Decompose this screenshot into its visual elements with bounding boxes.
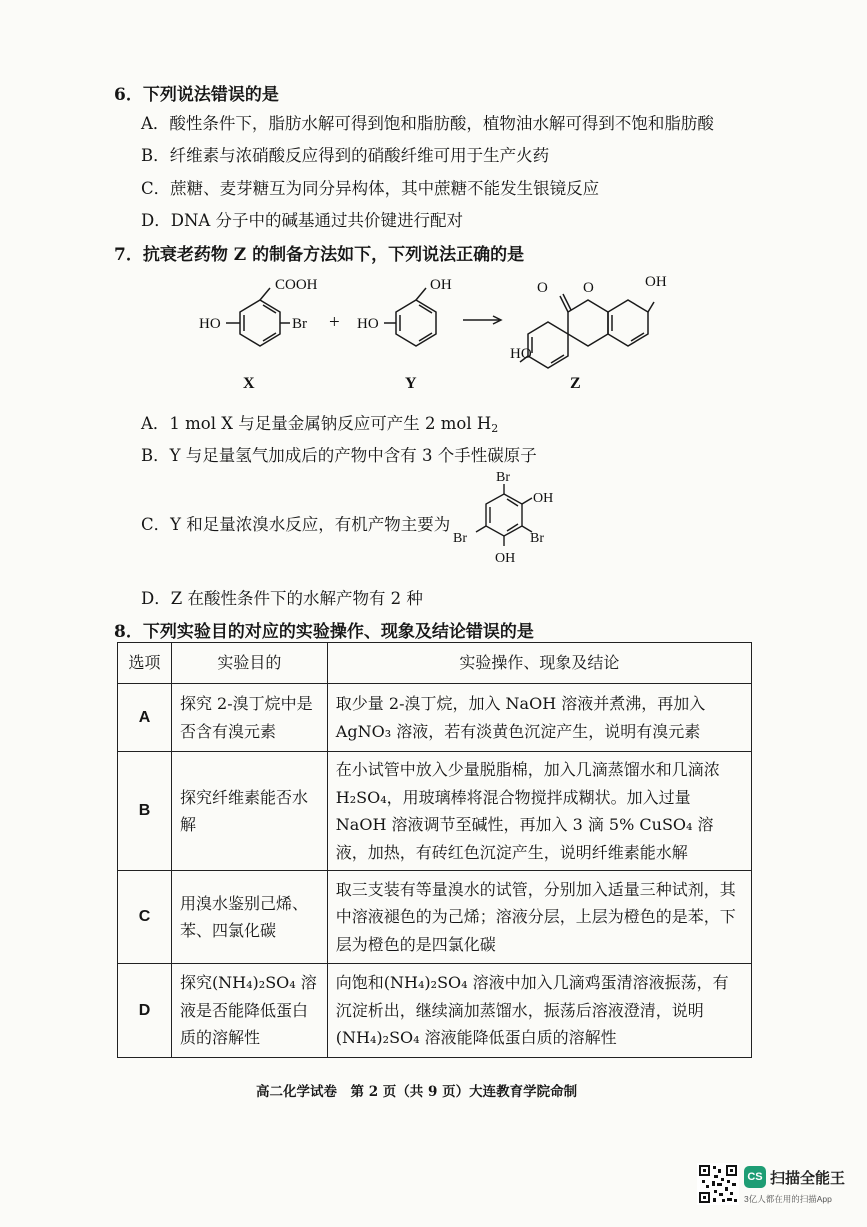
z-ring-o-label: O: [583, 280, 594, 296]
x-benzene-ring: [240, 300, 280, 346]
header-procedure: 实验操作、现象及结论: [327, 643, 751, 684]
header-purpose: 实验目的: [171, 643, 327, 684]
compound-z-label: Z: [570, 375, 581, 392]
z-right-ring: [608, 300, 648, 346]
row-option: C: [118, 871, 172, 964]
table-row: [118, 684, 752, 752]
row-purpose: 探究(NH₄)₂SO₄ 溶液是否能降低蛋白质的溶解性: [171, 964, 327, 1058]
compound-x-label: X: [243, 375, 255, 392]
page-footer: 高二化学试卷 第 2 页（共 9 页）大连教育学院命制: [256, 1084, 578, 1100]
struct-oh-bottom: OH: [495, 551, 516, 566]
x-ho-label: HO: [199, 316, 221, 332]
compound-y-label: Y: [405, 375, 417, 392]
y-ho-label: HO: [357, 316, 379, 332]
z-lactone-ring: [568, 300, 608, 346]
q6-stem: 6．下列说法错误的是: [114, 85, 279, 105]
row-procedure: 取少量 2-溴丁烷，加入 NaOH 溶液并煮沸，再加入 AgNO₃ 溶液，若有淡黄色沉淀产生，说明有溴元素: [327, 684, 751, 752]
row-purpose: 用溴水鉴别己烯、苯、四氯化碳: [171, 871, 327, 964]
struct-oh-right: OH: [533, 491, 554, 506]
x-br-label: Br: [292, 316, 307, 332]
camscanner-logo: CS: [744, 1166, 766, 1188]
q7-option-c: C．Y 和足量浓溴水反应，有机产物主要为: [141, 515, 451, 534]
row-option: A: [118, 684, 172, 752]
table-row: [118, 964, 752, 1058]
struct-br-top: Br: [496, 470, 510, 485]
z-left-ring: [528, 322, 568, 368]
table-row: [118, 871, 752, 964]
q6-option-d: D．DNA 分子中的碱基通过共价键进行配对: [141, 211, 464, 230]
header-option: 选项: [118, 643, 172, 684]
y-oh-label: OH: [430, 277, 452, 293]
q7-option-d: D．Z 在酸性条件下的水解产物有 2 种: [141, 589, 423, 608]
x-cooh-label: COOH: [275, 277, 318, 293]
reaction-scheme: [0, 262, 867, 397]
q6-option-c: C．蔗糖、麦芽糖互为同分异构体，其中蔗糖不能发生银镜反应: [141, 179, 600, 198]
z-carbonyl-o-label: O: [537, 280, 548, 296]
q7-stem: 7．抗衰老药物 Z 的制备方法如下，下列说法正确的是: [114, 245, 525, 265]
scanner-brand: 扫描全能王: [770, 1170, 846, 1187]
q6-option-a: A．酸性条件下，脂肪水解可得到饱和脂肪酸，植物油水解可得到不饱和脂肪酸: [141, 114, 714, 133]
z-oh-label: OH: [645, 274, 667, 290]
y-benzene-ring: [396, 300, 436, 346]
q7-option-a: A．1 mol X 与足量金属钠反应可产生 2 mol $H_2$: [141, 414, 499, 435]
row-option: D: [118, 964, 172, 1058]
row-purpose: 探究 2-溴丁烷中是否含有溴元素: [171, 684, 327, 752]
qr-code-icon: [697, 1163, 739, 1205]
row-procedure: 向饱和(NH₄)₂SO₄ 溶液中加入几滴鸡蛋清溶液振荡，有沉淀析出，继续滴加蒸馏水，振荡后溶液澄清，说明(NH₄)₂SO₄ 溶液能降低蛋白质的溶解性: [327, 964, 751, 1058]
table-row: [118, 752, 752, 871]
tribromo-structure: [440, 466, 570, 572]
row-procedure: 取三支装有等量溴水的试管，分别加入适量三种试剂，其中溶液褪色的为己烯；溶液分层，上层为橙色的是苯，下层为橙色的是四氯化碳: [327, 871, 751, 964]
q8-stem: 8．下列实验目的对应的实验操作、现象及结论错误的是: [114, 622, 534, 642]
struct-br-left: Br: [453, 531, 467, 546]
row-purpose: 探究纤维素能否水解: [171, 752, 327, 871]
scanner-tagline: 3亿人都在用的扫描App: [744, 1194, 832, 1204]
q7-option-b: B．Y 与足量氢气加成后的产物中含有 3 个手性碳原子: [141, 446, 537, 465]
plus-sign: +: [329, 312, 340, 333]
z-ho-label: HO: [510, 346, 532, 362]
q6-option-b: B．纤维素与浓硝酸反应得到的硝酸纤维可用于生产火药: [141, 146, 550, 165]
struct-br-right: Br: [530, 531, 544, 546]
row-option: B: [118, 752, 172, 871]
table-header-row: [118, 643, 752, 684]
q8-table: [117, 642, 752, 1058]
row-procedure: 在小试管中放入少量脱脂棉，加入几滴蒸馏水和几滴浓 H₂SO₄，用玻璃棒将混合物搅拌成糊状。加入过量 NaOH 溶液调节至碱性，再加入 3 滴 5% CuSO₄ 溶液，加热，有砖红色沉淀产生，说明纤维素能水解: [327, 752, 751, 871]
